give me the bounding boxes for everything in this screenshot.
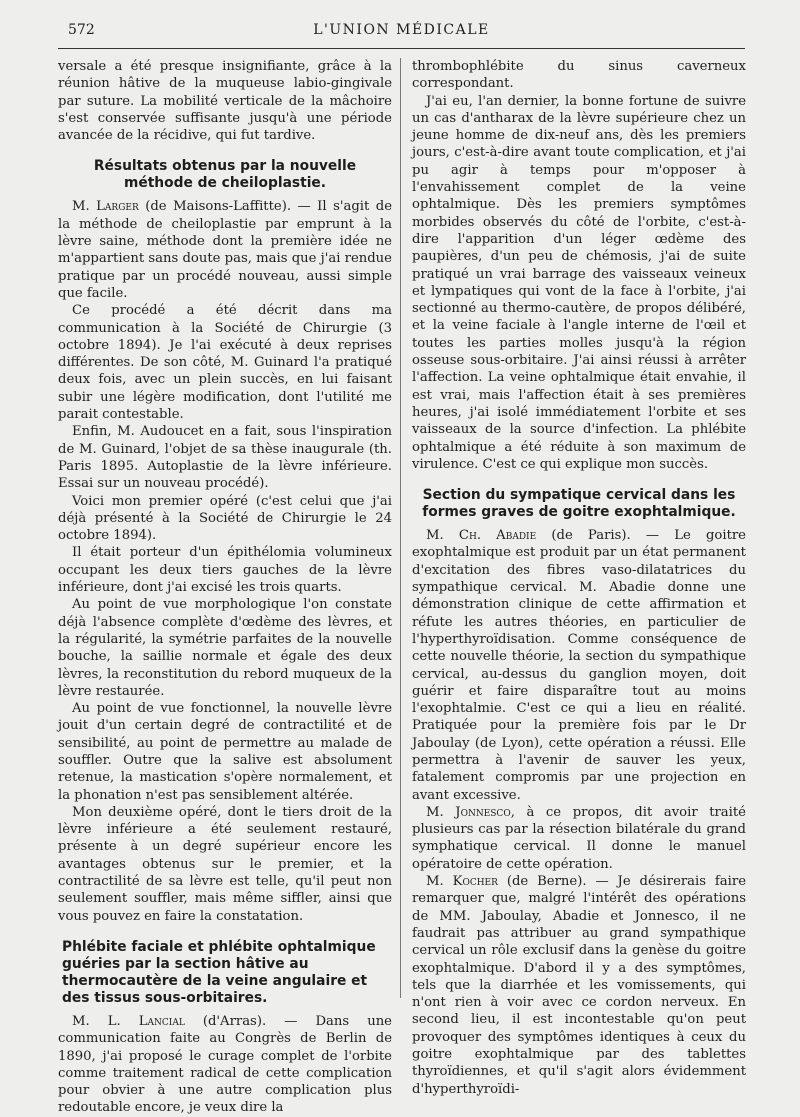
paragraph: thrombophlébite du sinus caverneux correspondant. bbox=[412, 59, 746, 92]
paragraph: Il était porteur d'un épithélomia volumineux occupant les deux tiers gauches de la lèvre inférieure, dont j'ai excisé les trois quarts. bbox=[58, 545, 392, 596]
speaker-name: M. Ch. Abadie bbox=[426, 528, 537, 544]
speaker-name: M. Larger bbox=[72, 199, 139, 215]
section-heading: Section du sympatique cervical dans les formes graves de goitre exophtalmique. bbox=[422, 487, 736, 521]
paragraph bbox=[58, 1013, 392, 1117]
paragraph-text: (de Berne). — Je désirerais faire remarquer que, malgré l'intérêt des opérations de MM. Jaboulay, Abadie et Jonnesco, il ne faudrait pas attribuer au grand sympathique cervical un rôle exclusif dans la genèse du goitre exophtalmique. D'abord il y a des symptômes, tels que la diarrhée et les vomissements, qui n'ont rien à voir avec ce cordon nerveux. En second lieu, il est incontestable qu'on peut provoquer des symptômes identiques à ceux du goitre exophtalmique par des tablettes thyroïdiennes, et qu'il s'agit alors évidemment d'hyperthyroïdi- bbox=[412, 874, 746, 1097]
paragraph: versale a été presque insignifiante, grâce à la réunion hâtive de la muqueuse labio-gingivale par suture. La mobilité verticale de la mâchoire s'est conservée suffisante jusqu'à une période avancée de la récidive, qui fut tardive. bbox=[58, 59, 392, 144]
paragraph: Mon deuxième opéré, dont le tiers droit de la lèvre inférieure a été seulement restauré, présente à un degré supérieur encore les avantages obtenus sur le premier, et la contractilité de sa lèvre est telle, qu'il peut non seulement souffler, mais même siffler, ainsi que vous pouvez en faire la constatation. bbox=[58, 804, 392, 924]
section-heading: Phlébite faciale et phlébite ophtalmique guéries par la section hâtive au thermocautère de la veine angulaire et des tissus sous-orbitaires. bbox=[62, 938, 376, 1006]
left-column bbox=[58, 58, 392, 1117]
paragraph bbox=[58, 198, 392, 302]
paragraph: Au point de vue morphologique l'on constate déjà l'absence complète d'œdème des lèvres, et la régularité, la symétrie parfaites de la nouvelle bouche, la saillie normale et égale des deux lèvres, la reconstitution du rebord muqueux de la lèvre restaurée. bbox=[58, 597, 392, 699]
right-column bbox=[412, 58, 746, 1098]
running-head: L'UNION MÉDICALE bbox=[313, 22, 490, 38]
paragraph bbox=[412, 804, 746, 873]
paragraph-text: (d'Arras). — Dans une communication faite au Congrès de Berlin de 1890, j'ai proposé le curage complet de l'orbite comme traitement radical de cette complication pour obvier à une autre complication plus redoutable encore, je veux dire la bbox=[58, 1013, 392, 1116]
speaker-name: M. Jonnesco bbox=[426, 804, 511, 820]
page-number: 572 bbox=[68, 22, 95, 38]
header-rule bbox=[58, 48, 745, 49]
paragraph: Voici mon premier opéré (c'est celui que j'ai déjà présenté à la Société de Chirurgie le 24 octobre 1894). bbox=[58, 493, 392, 544]
paragraph: Au point de vue fonctionnel, la nouvelle lèvre jouit d'un certain degré de contractilité et de sensibilité, au point de permettre au malade de souffler. Outre que la salive est absolument retenue, la mastication s'opère normalement, et la phonation n'est pas sensiblement altérée. bbox=[58, 701, 392, 803]
paragraph: J'ai eu, l'an dernier, la bonne fortune de suivre un cas d'antharax de la lèvre supérieure chez un jeune homme de dix-neuf ans, dès les premiers jours, c'est-à-dire avant toute complication, et j'ai pu agir à temps pour m'opposer à l'envahissement complet de la veine ophtalmique. Dès les premiers symptômes morbides observés du côté de l'orbite, c'est-à-dire l'apparition d'un léger œdème des paupières, d'un peu de chémosis, j'ai de suite pratiqué un vrai barrage des vaisseaux veineux et lympatiques qui vont de la face à l'orbite, j'ai sectionné au thermo-cautère, de propos délibéré, et la veine faciale à l'angle interne de l'œil et toutes les parties molles jusqu'à la région osseuse sous-orbitaire. J'ai ainsi réussi à arrêter l'affection. La veine ophtalmique était envahie, il est vrai, mais l'affection était à ses premières heures, j'ai isolé immédiatement l'orbite et ses vaisseaux de la source d'infection. La phlébite ophtalmique a été réduite à son maximum de virulence. C'est ce qui explique mon succès. bbox=[412, 93, 746, 472]
speaker-name: M. Kocher bbox=[426, 874, 498, 890]
paragraph bbox=[412, 527, 746, 804]
paragraph: Enfin, M. Audoucet en a fait, sous l'inspiration de M. Guinard, l'objet de sa thèse inaugurale (th. Paris 1895. Autoplastie de la lèvre inférieure. Essai sur un nouveau procédé). bbox=[58, 424, 392, 492]
paragraph-text: , à ce propos, dit avoir traité plusieurs cas par la résection bilatérale du grand symphatique cervical. Il donne le manuel opératoire de cette opération. bbox=[412, 804, 746, 872]
paragraph-text: (de Paris). — Le goitre exophtalmique est produit par un état permanent d'excitation des fibres vaso-dilatatrices du sympathique cervical. M. Abadie donne une démonstration clinique de cette affirmation et réfute les autres théories, en particulier de l'hyperthyroïdisation. Comme conséquence de cette nouvelle théorie, la section du sympathique cervical, au-dessus du ganglion moyen, doit guérir et faire disparaître tout au moins l'exophtalmie. C'est ce qui a lieu en réalité. Pratiquée pour la première fois par le Dr Jaboulay (de Lyon), cette opération a réussi. Elle permettra à l'avenir de sauver les yeux, fatalement compromis par une projection en avant excessive. bbox=[412, 528, 746, 803]
speaker-name: M. L. Lancial bbox=[72, 1013, 185, 1029]
page-header bbox=[58, 20, 745, 42]
column-divider bbox=[400, 58, 401, 998]
section-heading: Résultats obtenus par la nouvelle méthode de cheiloplastie. bbox=[93, 158, 357, 192]
paragraph-text: (de Maisons-Laffitte). — Il s'agit de la méthode de cheiloplastie par emprunt à la lèvre saine, méthode dont la première idée ne m'appartient sans doute pas, mais que j'ai rendue pratique par un procédé nouveau, aussi simple que facile. bbox=[58, 199, 392, 301]
paragraph bbox=[412, 873, 746, 1098]
paragraph: Ce procédé a été décrit dans ma communication à la Société de Chirurgie (3 octobre 1894). Je l'ai exécuté à deux reprises différentes. De son côté, M. Guinard l'a pratiqué deux fois, avec un plein succès, en lui faisant subir une légère modification, dont l'utilité me parait contestable. bbox=[58, 303, 392, 423]
